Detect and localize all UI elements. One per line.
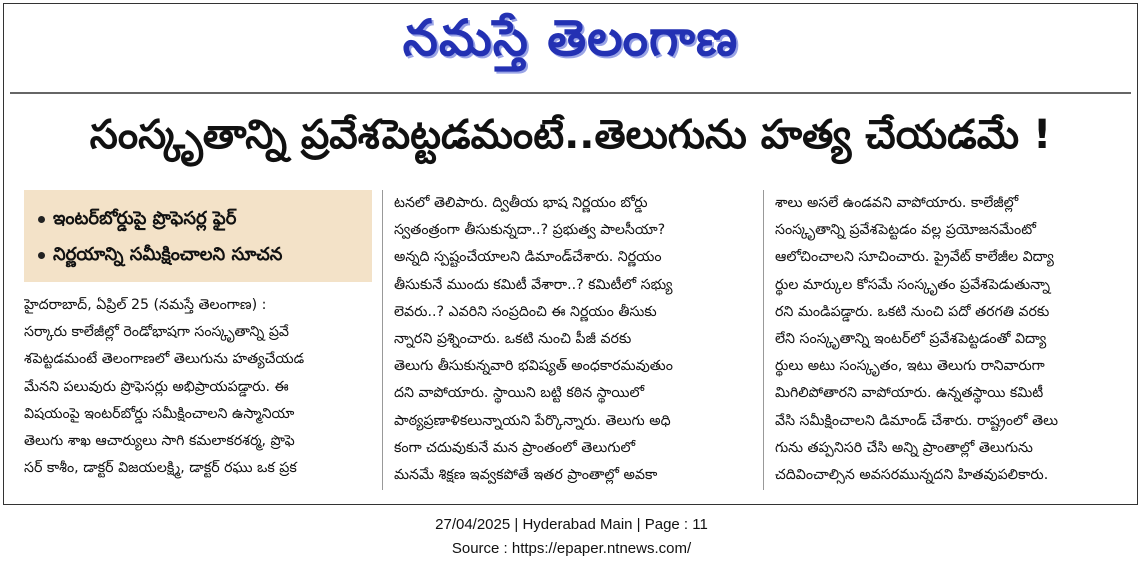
text-line: స్వతంత్రంగా తీసుకున్నదా..? ప్రభుత్వ పాలసీయా? xyxy=(394,222,666,239)
text-line: కంగా చదువుకునే మన ప్రాంతంలో తెలుగులో xyxy=(394,439,636,456)
text-line: మేనని పలువురు ప్రొఫెసర్లు అభిప్రాయపడ్డారు. ఈ xyxy=(24,378,289,395)
article-column-2 xyxy=(394,190,754,489)
text-line: రని మండిపడ్డారు. ఒకటి నుంచి పదో తరగతి వరకు xyxy=(775,303,1050,320)
text-line: దని వాపోయారు. స్థాయిని బట్టి కఠిన స్థాయిలో xyxy=(394,385,645,402)
bullet-icon xyxy=(38,216,45,223)
text-line: పాఠ్యప్రణాళికలున్నాయని పేర్కొన్నారు. తెలుగు అధి xyxy=(394,412,671,429)
subheadline-1 xyxy=(38,208,236,233)
text-line: టనలో తెలిపారు. ద్వితీయ భాష నిర్ణయం బోర్డు xyxy=(394,195,648,211)
subheadline-text: నిర్ణయాన్ని సమీక్షించాలని సూచన xyxy=(53,244,283,265)
text-line: హైదరాబాద్, ఏప్రిల్ 25 (నమస్తే తెలంగాణ) : xyxy=(24,297,267,313)
text-line: సర్ కాశీం, డాక్టర్ విజయలక్ష్మి, డాక్టర్ రఘు ఒక ప్రక xyxy=(24,460,297,477)
edition-info: 27/04/2025 | Hyderabad Main | Page : 11 xyxy=(435,516,708,533)
text-line: గును తప్పనిసరి చేసి అన్ని ప్రాంతాల్లో తెలుగును xyxy=(775,439,1033,456)
text-line: మనమే శిక్షణ ఇవ్వకపోతే ఇతర ప్రాంతాల్లో అవకా xyxy=(394,467,658,484)
subheadline-2 xyxy=(38,244,282,269)
text-line: తెలుగు శాఖ ఆచార్యులు సాగి కమలాకరశర్మ, ప్రొఫె xyxy=(24,433,295,450)
text-line: చదివించాల్సిన అవసరమున్నదని హితవుపలికారు. xyxy=(775,467,1049,484)
text-line: వేసి సమీక్షించాలని డిమాండ్ చేశారు. రాష్ట్రంలో తెలు xyxy=(775,412,1059,429)
text-line: ఆలోచించాలని సూచించారు. ప్రైవేట్ కాలేజీల విద్యా xyxy=(775,249,1054,266)
text-line: ర్థుల మార్కుల కోసమే సంస్కృతం ప్రవేశపెడుతున్నా xyxy=(775,276,1051,293)
article-column-3 xyxy=(775,190,1125,489)
masthead-divider xyxy=(10,92,1131,94)
article-column-1 xyxy=(24,292,374,482)
newspaper-clipping xyxy=(3,3,1138,505)
column-divider xyxy=(382,190,383,490)
article-headline: సంస్కృతాన్ని ప్రవేశపెట్టడమంటే..తెలుగును హత్య చేయడమే ! xyxy=(89,112,1052,158)
text-line: శాలు అసలే ఉండవని వాపోయారు. కాలేజీల్లో xyxy=(775,195,1019,211)
text-line: శపెట్టడమంటే తెలంగాణలో తెలుగును హత్యచేయడ xyxy=(24,351,305,368)
text-line: సర్కారు కాలేజీల్లో రెండోభాషగా సంస్కృతాన్ని ప్రవే xyxy=(24,324,290,341)
text-line: ర్థులు అటు సంస్కృతం, ఇటు తెలుగు రానివారుగా xyxy=(775,358,1045,375)
text-line: సంస్కృతాన్ని ప్రవేశపెట్టడం వల్ల ప్రయోజనమేంటో xyxy=(775,222,1036,239)
text-line: న్నారని ప్రశ్నించారు. ఒకటి నుంచి పీజీ వరకు xyxy=(394,331,632,348)
text-line: తీసుకునే ముందు కమిటీ వేశారా..? కమిటీలో సభ్యు xyxy=(394,276,673,293)
text-line: లేని సంస్కృతాన్ని ఇంటర్‌లో ప్రవేశపెట్టడంతో విద్యా xyxy=(775,331,1047,348)
bullet-icon xyxy=(38,252,45,259)
text-line: తెలుగు తీసుకున్నవారి భవిష్యత్ అంధకారమవుతుం xyxy=(394,358,673,375)
text-line: మిగిలిపోతారని వాపోయారు. ఉన్నతస్థాయి కమిటీ xyxy=(775,385,1044,402)
text-line: అన్నది స్పష్టంచేయాలని డిమాండ్‌చేశారు. నిర్ణయం xyxy=(394,249,662,266)
subheadline-box xyxy=(24,190,372,282)
text-line: లెవరు..? ఎవరిని సంప్రదించి ఈ నిర్ణయం తీసుకు xyxy=(394,303,657,320)
column-divider xyxy=(763,190,764,490)
masthead-title: నమస్తే తెలంగాణ xyxy=(402,8,739,67)
subheadline-text: ఇంటర్‌బోర్డుపై ప్రొఫెసర్ల ఫైర్ xyxy=(53,208,237,229)
source-link[interactable]: Source : https://epaper.ntnews.com/ xyxy=(451,540,692,557)
text-line: విషయంపై ఇంటర్‌బోర్డు సమీక్షించాలని ఉస్మానియా xyxy=(24,405,295,422)
